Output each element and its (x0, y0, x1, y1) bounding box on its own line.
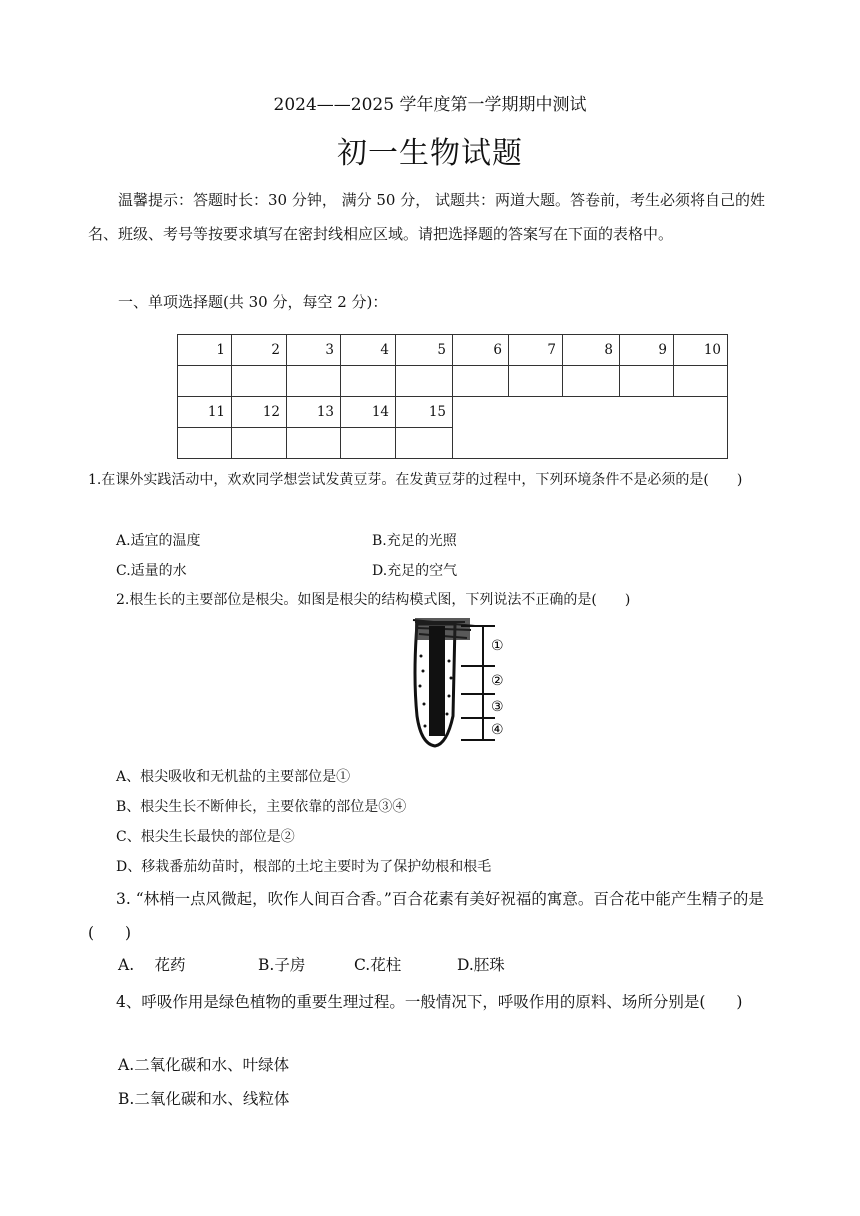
answer-number: 11 (178, 397, 232, 428)
answer-cell[interactable] (287, 428, 341, 459)
answer-number-row (178, 397, 728, 428)
figure-label-3: ③ (491, 699, 504, 715)
answer-cell[interactable] (396, 428, 453, 459)
answer-number: 1 (178, 335, 232, 366)
exam-subtitle: 2024——2025 学年度第一学期期中测试 (273, 95, 587, 115)
root-core (429, 626, 445, 736)
instructions: 温馨提示：答题时长：30 分钟， 满分 50 分， 试题共：两道大题。答卷前，考生必须将自己的姓名、班级、考号等按要求填写在密封线相应区域。请把选择题的答案写在下面的表格中。 (88, 191, 766, 243)
answer-number: 8 (563, 335, 620, 366)
question-4-stem: 4、呼吸作用是绿色植物的重要生理过程。一般情况下，呼吸作用的原料、场所分别是( ) (116, 993, 743, 1011)
answer-cell[interactable] (396, 366, 453, 397)
page-title: 初一生物试题 (337, 136, 523, 171)
answer-number: 14 (341, 397, 396, 428)
answer-number: 3 (287, 335, 341, 366)
answer-cell[interactable] (674, 366, 728, 397)
q4-option-a: A.二氧化碳和水、叶绿体 (118, 1056, 290, 1074)
answer-number: 15 (396, 397, 453, 428)
section-heading: 一、单项选择题(共 30 分，每空 2 分)： (118, 293, 388, 311)
answer-cell[interactable] (563, 366, 620, 397)
q2-option-a: A、根尖吸收和无机盐的主要部位是① (116, 769, 351, 785)
root-tip-figure (405, 616, 510, 752)
answer-number-row (178, 335, 728, 366)
q3-option-b: B.子房 (258, 956, 306, 974)
answer-cell[interactable] (620, 366, 674, 397)
q2-option-c: C、根尖生长最快的部位是② (116, 829, 295, 845)
answer-blank-row (178, 366, 728, 397)
q3-option-d: D.胚珠 (457, 956, 505, 974)
answer-table-empty-area (453, 397, 728, 459)
answer-number: 2 (232, 335, 287, 366)
answer-number: 6 (453, 335, 509, 366)
question-2-stem: 2.根生长的主要部位是根尖。如图是根尖的结构模式图，下列说法不正确的是( ) (116, 592, 631, 608)
answer-cell[interactable] (509, 366, 563, 397)
answer-cell[interactable] (341, 428, 396, 459)
answer-table (177, 334, 728, 459)
answer-number: 10 (674, 335, 728, 366)
q1-option-b: B.充足的光照 (372, 533, 457, 549)
answer-number: 7 (509, 335, 563, 366)
answer-cell[interactable] (232, 428, 287, 459)
q1-option-c: C.适量的水 (116, 563, 187, 579)
question-1-stem: 1.在课外实践活动中，欢欢同学想尝试发黄豆芽。在发黄豆芽的过程中，下列环境条件不是必须的是( ) (88, 472, 743, 488)
q2-option-b: B、根尖生长不断伸长，主要依靠的部位是③④ (116, 799, 407, 815)
q2-option-d: D、移栽番茄幼苗时，根部的土坨主要时为了保护幼根和根毛 (116, 859, 492, 875)
answer-cell[interactable] (178, 428, 232, 459)
figure-label-1: ① (491, 638, 504, 654)
answer-cell[interactable] (287, 366, 341, 397)
q3-option-a: A. 花药 (118, 956, 186, 974)
answer-number: 4 (341, 335, 396, 366)
question-3-stem: 3. “林梢一点风微起，吹作人间百合香。”百合花素有美好祝福的寓意。百合花中能产生精子的是( ) (88, 890, 764, 942)
answer-number: 12 (232, 397, 287, 428)
answer-cell[interactable] (232, 366, 287, 397)
q1-option-d: D.充足的空气 (372, 563, 458, 579)
q3-option-c: C.花柱 (354, 956, 402, 974)
answer-number: 5 (396, 335, 453, 366)
answer-cell[interactable] (453, 366, 509, 397)
answer-cell[interactable] (341, 366, 396, 397)
answer-number: 9 (620, 335, 674, 366)
q4-option-b: B.二氧化碳和水、线粒体 (118, 1090, 290, 1108)
figure-label-2: ② (491, 673, 504, 689)
answer-number: 13 (287, 397, 341, 428)
figure-label-4: ④ (491, 722, 504, 738)
q1-option-a: A.适宜的温度 (116, 533, 201, 549)
answer-cell[interactable] (178, 366, 232, 397)
